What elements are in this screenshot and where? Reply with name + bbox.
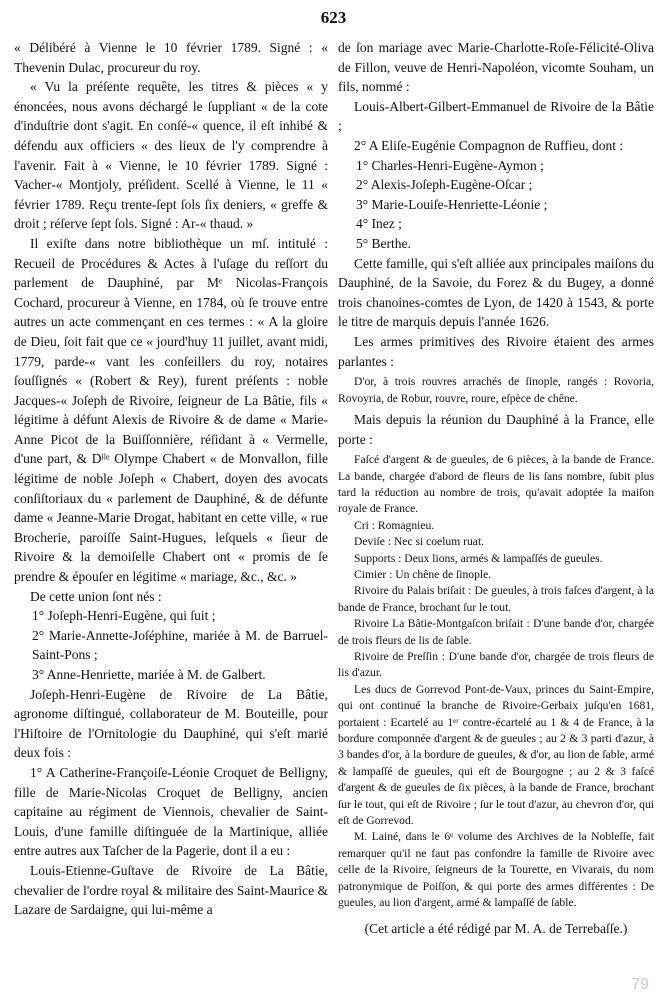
blazon-text: Deviſe : Nec si coelum ruat.: [354, 535, 485, 549]
list-item: 1° Joſeph-Henri-Eugène, qui ſuit ;: [32, 608, 216, 624]
paragraph: Il exiſte dans notre bibliothèque un mſ. intitulé : Recueil de Procédures & Actes à l'uſage du reſſort du parlement de Dauphiné, par Mᵉ Nicolas-François Cochard, procureur à Vienne, en 1784, où ſe trouve entre autres un acte commençant en ces termes : « A la gloire de Dieu, ſoit fait que ce « jourd'huy 11 juillet, avant midi, 1779, parde-« vant les conſeillers du roy, notaires ſouſſignés « (Robert & Rey), furent préſents : noble Jacques-« Joſeph de Rivoire, ſeigneur de La Bâtie, fils « légitime à défunt Alexis de Rivoire & de dame « Marie-Anne Picot de la Buiſſonnière, réſidant à « Vermelle, d'une part, & Dˡˡᵉ Olympe Chabert « de Monvallon, fille légitime de noble Joſeph « Chabert, doyen des avocats conſiſtoriaux du « parlement de Dauphiné, & de défunte dame « Jeanne-Marie Drogat, habitant en cette ville, « rue Brocherie, paroiſſe Saint-Hugues, leſquels « ſieur de Rivoire & la demoiſelle Chabert ont « promis de ſe prendre & épouſer en légitime « mariage, &c., &c. »: [14, 235, 328, 585]
paragraph: Les armes primitives des Rivoire étaient des armes parlantes :: [338, 333, 654, 369]
list-item: 3° Marie-Louiſe-Henriette-Léonie ;: [356, 196, 548, 212]
blazon-text: Cimier : Un chêne de ſinople.: [354, 567, 492, 581]
paragraph: 1° A Catherine-Françoiſe-Léonie Croquet de Belligny, fille de Marie-Nicolas Croquet de Belligny, ancien capitaine au régiment de Viennois, chevalier de Saint-Louis, d'une famille diſtinguée de la Martinique, alliée entre autres aux Taſcher de la Pagerie, dont il a eu :: [14, 764, 328, 859]
paragraph: Louis-Etienne-Guſtave de Rivoire de La Bâtie, chevalier de l'ordre royal & militaire des Saint-Maurice & Lazare de Sardaigne, qui lui-même a: [14, 862, 328, 918]
blazon-text: Rivoire La Bâtie-Montgaſcon briſait : D'une bande d'or, chargée de trois fleurs de lis de ſable.: [338, 617, 654, 647]
blazon-text: Rivoire de Preſſin : D'une bande d'or, chargée de trois fleurs de lis d'azur.: [338, 649, 654, 680]
paragraph: Mais depuis la réunion du Dauphiné à la France, elle porte :: [338, 411, 654, 447]
right-column: [338, 38, 654, 939]
paragraph: « Délibéré à Vienne le 10 février 1789. Signé : « Thevenin Dulac, procureur du roy.: [14, 40, 328, 75]
blazon-text: Rivoire du Palais briſait : De gueules, à trois faſces d'argent, à la bande de France, brochant ſur le tout.: [338, 584, 654, 614]
watermark-number: 79: [631, 976, 649, 993]
list-item: 3° Anne-Henriette, mariée à M. de Galbert.: [32, 667, 266, 682]
paragraph: « Vu la préſente requête, les titres & pièces « y énoncées, nous avons déchargé le ſuppliant « de la cote d'induſtrie dont s'agit. En conſé-« quence, il eſt inhibé & défendu aux officiers « des lieux de l'y comprendre à l'avenir. Fait à « Vienne, le 10 février 1789. Signé : Vacher-« Montjoly, préſident. Scellé à Vienne, le 11 « février 1789. Reçu trente-ſept ſols ſix deniers, « greffe & droit ; réſerve ſept ſols. Signé : Ar-« thaud. »: [14, 79, 328, 232]
paragraph: Cette famille, qui s'eſt alliée aux principales maiſons du Dauphiné, de la Savoie, du Forez & du Bugey, a donné trois chanoines-comtes de Lyon, de 1420 à 1543, & porte le titre de marquis depuis l'année 1626.: [338, 255, 654, 330]
blazon-text: Faſcé d'argent & de gueules, de 6 pièces, à la bande de France. La bande, chargée d'abord de fleurs de lis ſans nombre, ſubit plus tard la réduction au nombre de trois, qu'avait adoptée la maiſon royale de France.: [338, 453, 654, 516]
author-credit: (Cet article a été rédigé par M. A. de Terrebaſſe.): [364, 921, 628, 937]
list-item: 2° Alexis-Joſeph-Eugène-Oſcar ;: [356, 177, 533, 193]
list-item: 5° Berthe.: [356, 235, 411, 251]
blazon-text: Supports : Deux lions, armés & lampaſſés de gueules.: [354, 551, 603, 565]
blazon-text: Cri : Romagnieu.: [354, 518, 435, 532]
blazon-text: D'or, à trois rouvres arrachés de ſinople, rangés : Rovoria, Rovoyria, de Robur, rouvre, roure, eſpèce de chêne.: [338, 375, 654, 405]
blazon-text: M. Lainé, dans le 6ᵉ volume des Archives de la Nobleſſe, fait remarquer qu'il ne faut pas confondre la famille de Rivoire avec celle de la Rivoire, ſeigneurs de la Tourette, en Vivarais, du nom patronymique de Poiſſon, & qui porte des armes différentes : De gueules, au lion d'argent, armé & lampaſſé de ſable.: [338, 830, 654, 910]
paragraph: De cette union ſont nés :: [30, 588, 162, 604]
left-column: [14, 38, 328, 920]
paragraph: Louis-Albert-Gilbert-Emmanuel de Rivoire de la Bâtie ;: [338, 98, 654, 134]
list-item: 2° Marie-Annette-Joſéphine, mariée à M. de Barruel-Saint-Pons ;: [32, 627, 328, 663]
paragraph: de ſon mariage avec Marie-Charlotte-Roſe-Félicité-Oliva de Fillon, veuve de Henri-Napoléon, vicomte Souham, un fils, nommé :: [338, 40, 654, 95]
page-number: 623: [320, 8, 347, 27]
paragraph: Joſeph-Henri-Eugène de Rivoire de La Bâtie, agronome diſtingué, collaborateur de M. Bouteille, pour l'Hiſtoire de l'Ornitologie du Dauphiné, qui s'eſt marié deux fois :: [14, 686, 328, 761]
list-item: 4° Inez ;: [356, 216, 402, 232]
list-item: 1° Charles-Henri-Eugène-Aymon ;: [356, 157, 544, 173]
paragraph: 2° A Eliſe-Eugénie Compagnon de Ruffieu, dont :: [354, 137, 624, 153]
blazon-text: Les ducs de Gorrevod Pont-de-Vaux, princes du Saint-Empire, qui ont continué la branche de Rivoire-Gerbaix juſqu'en 1681, portaient : Ecartelé au 1ᵉʳ contre-écartelé au 1 & 4 de France, à la bordure componnée d'argent & de gueules ; au 2 & 3 parti d'azur, à 3 bandes d'or, à la bordure de gueules, & d'or, au lion de ſable, armé & lampaſſé de gueules, qui eſt de Bourgogne ; au 2 & 3 faſcé d'argent & de gueules de ſix pièces, à la bande de France, brochant ſur le tout, qui eſt de Rivoire ; ſur le tout d'azur, au chevron d'or, qui eſt de Gorrevod.: [338, 682, 654, 828]
